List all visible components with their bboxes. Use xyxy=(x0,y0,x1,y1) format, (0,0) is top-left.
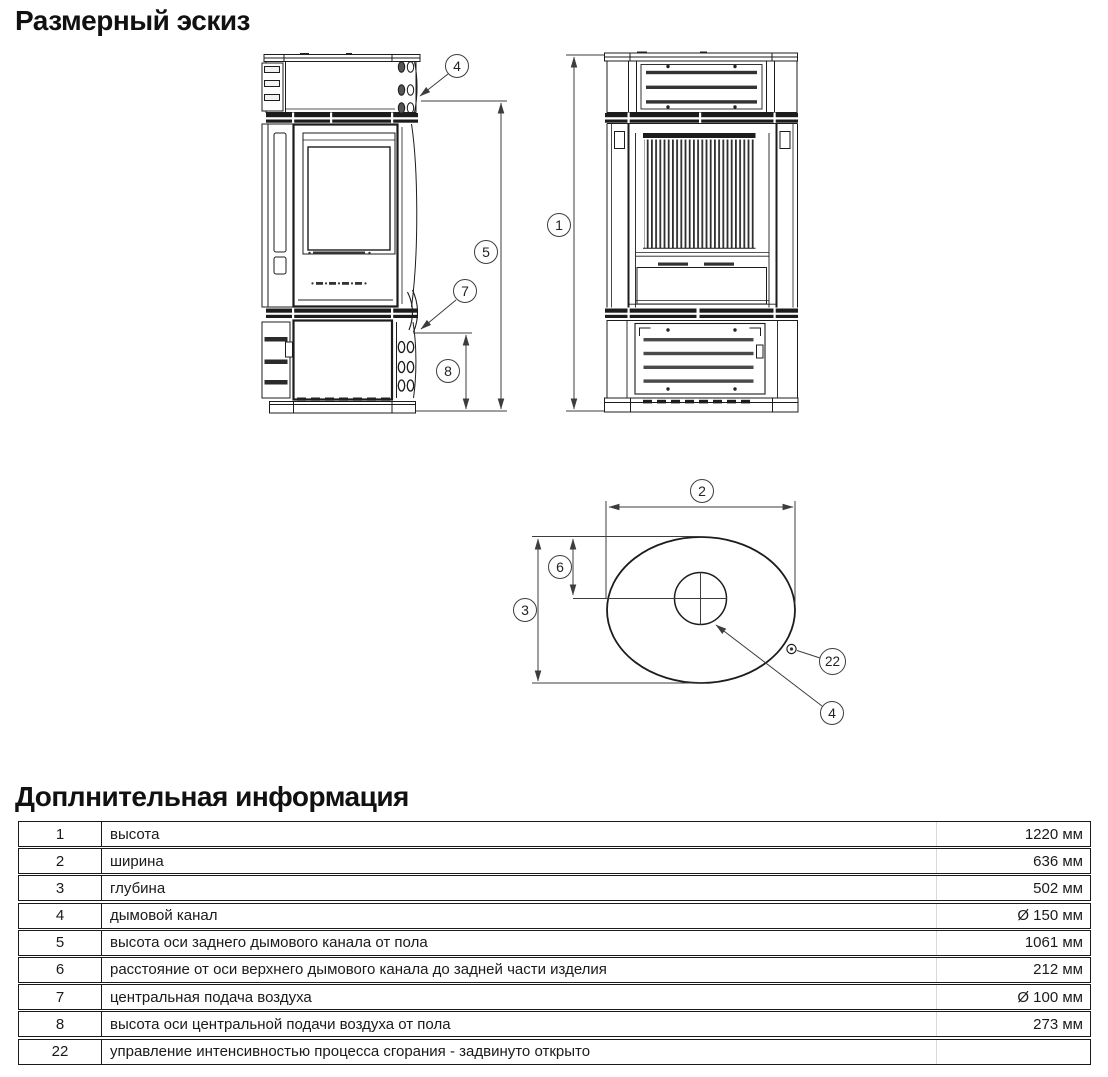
row-label: управление интенсивностью процесса сгорания - задвинуто открыто xyxy=(102,1040,937,1064)
callout-4-side xyxy=(445,54,469,78)
row-number: 2 xyxy=(19,849,102,873)
row-number: 5 xyxy=(19,931,102,955)
row-value: 212 мм xyxy=(1033,961,1083,979)
row-number: 3 xyxy=(19,876,102,900)
callout-3-top xyxy=(513,598,537,622)
row-number: 8 xyxy=(19,1012,102,1036)
front-view-drawing xyxy=(605,52,799,413)
callout-label: 1 xyxy=(555,217,563,233)
callout-7-side xyxy=(453,279,477,303)
callout-label: 5 xyxy=(482,244,490,260)
callout-22-top xyxy=(819,648,846,675)
section-title-additional-info: Доплнительная информация xyxy=(15,781,409,812)
callout-label: 7 xyxy=(461,283,469,299)
callout-label: 4 xyxy=(828,705,836,721)
row-value: Ø 150 мм xyxy=(1017,907,1083,925)
table-row xyxy=(18,821,1091,847)
row-number: 22 xyxy=(19,1040,102,1064)
callout-8-side xyxy=(436,359,460,383)
row-label: центральная подача воздуха xyxy=(102,985,937,1009)
table-row xyxy=(18,930,1091,956)
row-label: высота оси центральной подачи воздуха от пола xyxy=(102,1012,937,1036)
row-value: 502 мм xyxy=(1033,879,1083,897)
row-value: Ø 100 мм xyxy=(1017,988,1083,1006)
row-value: 636 мм xyxy=(1033,852,1083,870)
row-value: 1061 мм xyxy=(1024,934,1083,952)
table-row xyxy=(18,1011,1091,1037)
top-view-drawing xyxy=(607,537,796,683)
callout-label: 22 xyxy=(824,654,841,669)
row-label: расстояние от оси верхнего дымового канала до задней части изделия xyxy=(102,958,937,982)
table-row xyxy=(18,957,1091,983)
table-row xyxy=(18,903,1091,929)
row-number: 6 xyxy=(19,958,102,982)
row-value: 273 мм xyxy=(1033,1015,1083,1033)
page-title: Размерный эскиз xyxy=(15,5,250,36)
callout-label: 6 xyxy=(556,559,564,575)
callout-4-top xyxy=(820,701,844,725)
row-label: глубина xyxy=(102,876,937,900)
callout-label: 8 xyxy=(444,363,452,379)
row-number: 4 xyxy=(19,904,102,928)
callout-label: 4 xyxy=(453,58,461,74)
row-number: 1 xyxy=(19,822,102,846)
row-value xyxy=(937,1040,1090,1064)
callout-label: 3 xyxy=(521,602,529,618)
row-label: ширина xyxy=(102,849,937,873)
table-row xyxy=(18,875,1091,901)
row-value: 1220 мм xyxy=(1024,825,1083,843)
callout-1-front xyxy=(547,213,571,237)
side-view-drawing xyxy=(262,53,420,413)
row-label: дымовой канал xyxy=(102,904,937,928)
row-number: 7 xyxy=(19,985,102,1009)
table-row xyxy=(18,984,1091,1010)
callout-2-top xyxy=(690,479,714,503)
spec-table xyxy=(18,821,1091,1066)
row-label: высота оси заднего дымового канала от пола xyxy=(102,931,937,955)
callout-6-top xyxy=(548,555,572,579)
table-row xyxy=(18,848,1091,874)
callout-5-side xyxy=(474,240,498,264)
row-label: высота xyxy=(102,822,937,846)
callout-label: 2 xyxy=(698,483,706,499)
table-row xyxy=(18,1039,1091,1065)
